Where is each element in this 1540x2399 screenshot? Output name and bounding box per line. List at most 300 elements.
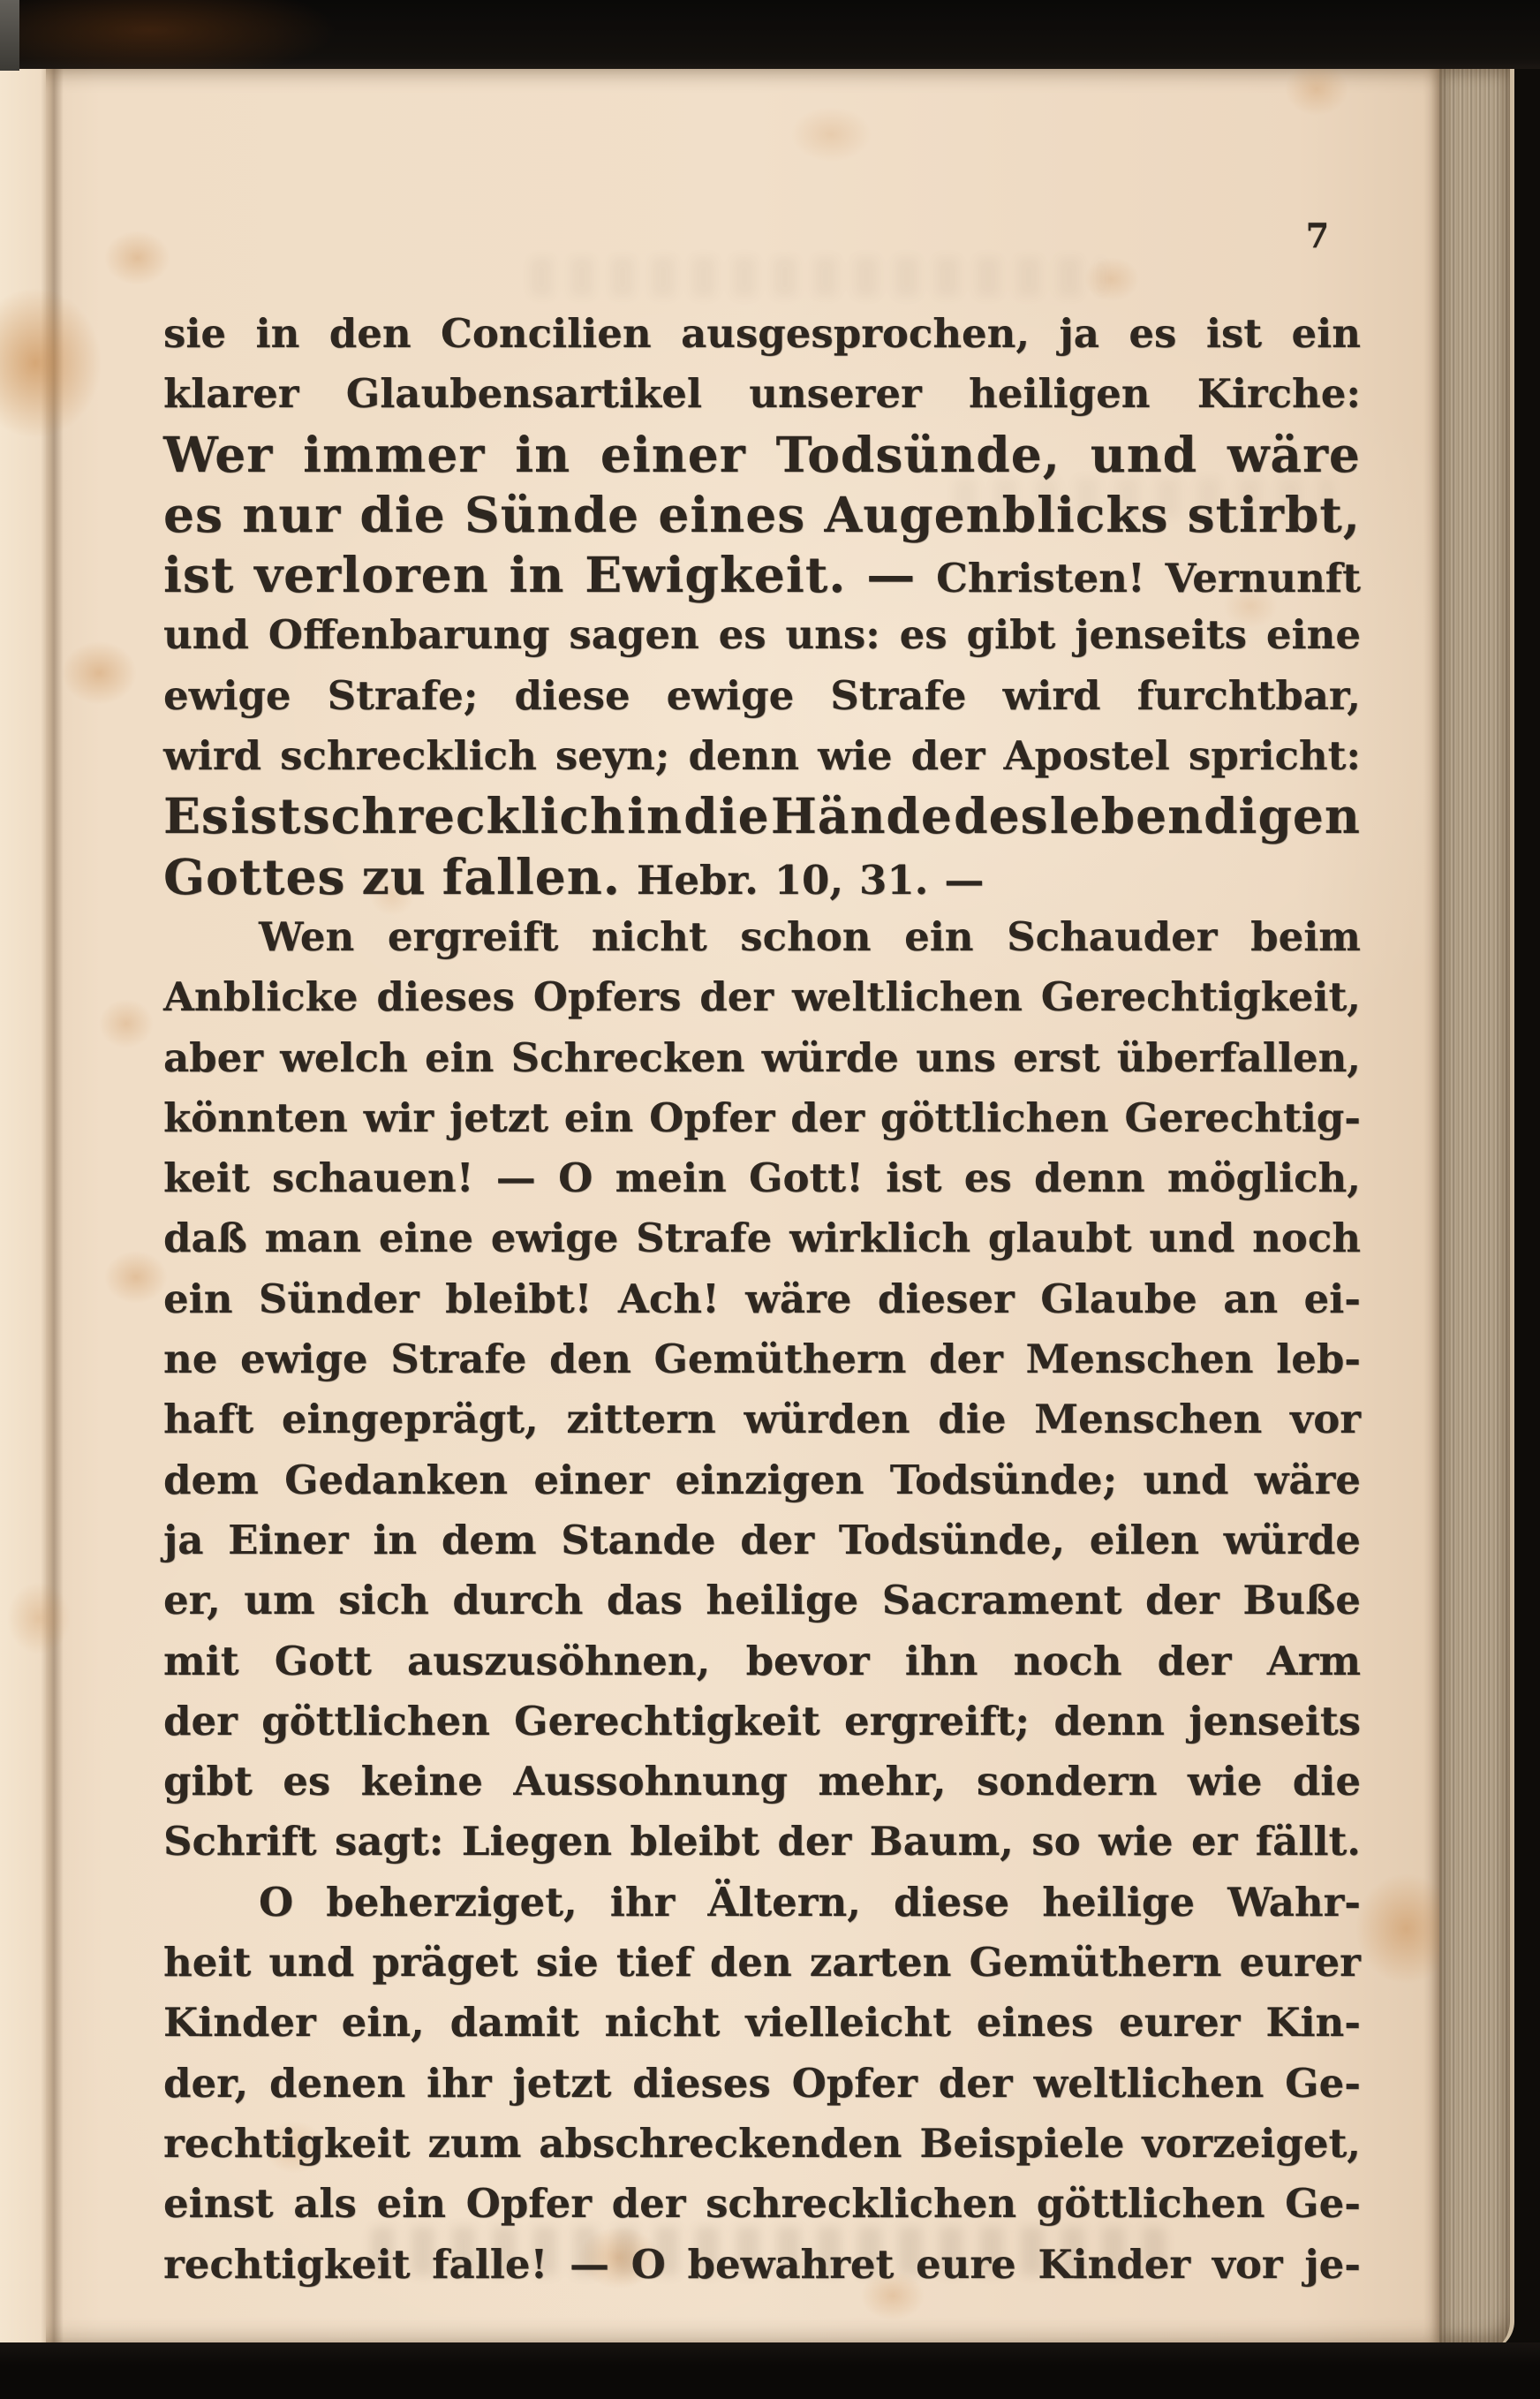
text-word: Gemüthern bbox=[653, 1336, 907, 1383]
text-word: es bbox=[963, 1154, 1012, 1202]
foxing-spot bbox=[104, 1251, 168, 1304]
foxing-spot bbox=[104, 231, 170, 285]
text-word: in bbox=[627, 787, 683, 845]
text-line bbox=[163, 1510, 1361, 1570]
text-word: Glaube bbox=[1040, 1275, 1197, 1322]
text-word: ewige bbox=[490, 1215, 619, 1262]
text-word: in bbox=[255, 310, 300, 357]
text-word: Concilien bbox=[441, 310, 652, 357]
text-line bbox=[163, 1269, 1361, 1329]
text-word: rechtigkeit bbox=[163, 2119, 411, 2167]
text-word: Ge- bbox=[1285, 2059, 1361, 2107]
text-word: schrecklich bbox=[280, 732, 537, 780]
text-word: der bbox=[1144, 1577, 1219, 1624]
text-line bbox=[163, 1812, 1361, 1872]
text-word: ausgesprochen, bbox=[681, 310, 1030, 357]
text-word: es bbox=[1129, 310, 1177, 357]
text-word: vorzeiget, bbox=[1142, 2119, 1361, 2167]
text-word: ist bbox=[886, 1154, 942, 1202]
text-word: Ge- bbox=[1285, 2180, 1361, 2228]
text-word: fällt. bbox=[1255, 1818, 1361, 1865]
text-word: zum bbox=[427, 2119, 522, 2167]
text-word: möglich, bbox=[1166, 1154, 1361, 1202]
text-word: bewahret bbox=[687, 2240, 895, 2288]
text-word: haft bbox=[163, 1396, 254, 1443]
text-word: lebendigen bbox=[1049, 787, 1361, 845]
text-word: — bbox=[569, 2240, 609, 2288]
text-word: Wahr- bbox=[1227, 1878, 1361, 1926]
text-line bbox=[163, 666, 1361, 726]
text-word: er bbox=[1191, 1818, 1238, 1865]
text-word: so bbox=[1031, 1818, 1081, 1865]
text-word: um bbox=[244, 1577, 315, 1624]
text-line bbox=[163, 1148, 1361, 1208]
text-word: göttlichen bbox=[879, 1094, 1109, 1141]
text-line bbox=[163, 1993, 1361, 2053]
text-word: uns bbox=[916, 1033, 996, 1081]
text-line bbox=[163, 2174, 1361, 2234]
text-line bbox=[163, 425, 1361, 485]
text-word: den bbox=[548, 1336, 631, 1383]
text-word: zittern bbox=[566, 1396, 716, 1443]
text-word: Schauder bbox=[1007, 912, 1218, 960]
text-word: fallen. bbox=[442, 847, 621, 905]
text-word: noch bbox=[1252, 1215, 1361, 1262]
text-word: falle! bbox=[432, 2240, 548, 2288]
text-line bbox=[163, 786, 1361, 846]
text-word: Sünder bbox=[258, 1275, 419, 1322]
text-word: als bbox=[293, 2180, 357, 2228]
text-word: Aussohnung bbox=[513, 1758, 788, 1805]
text-word: heilige bbox=[706, 1577, 859, 1624]
text-word: Es bbox=[163, 787, 230, 845]
text-word: eingeprägt, bbox=[281, 1396, 539, 1443]
text-word: furchtbar, bbox=[1136, 671, 1361, 719]
text-word: der bbox=[790, 1094, 865, 1141]
text-word: 10, bbox=[774, 856, 844, 904]
text-word: Todsünde, bbox=[838, 1516, 1066, 1563]
text-word: schrecklich bbox=[302, 787, 626, 845]
text-word: die bbox=[1292, 1758, 1361, 1805]
text-word: Todsünde, bbox=[775, 425, 1061, 483]
text-word: Augenblicks bbox=[824, 485, 1169, 543]
text-word: sondern bbox=[976, 1758, 1158, 1805]
text-word: bleibt! bbox=[445, 1275, 593, 1322]
text-word: bevor bbox=[745, 1637, 870, 1684]
page-gutter-highlight bbox=[0, 67, 46, 2346]
text-word: das bbox=[606, 1577, 683, 1624]
text-line bbox=[163, 1873, 1361, 1933]
text-word: Gemüthern bbox=[969, 1939, 1222, 1987]
text-word: weltlichen bbox=[1033, 2059, 1264, 2107]
text-word: präget bbox=[372, 1939, 518, 1987]
text-word: Liegen bbox=[461, 1818, 612, 1865]
text-line bbox=[163, 726, 1361, 786]
text-word: jetzt bbox=[512, 2059, 612, 2107]
text-word: heit bbox=[163, 1939, 252, 1987]
text-word: aber bbox=[163, 1033, 263, 1081]
text-word: würde bbox=[1223, 1516, 1361, 1563]
text-line bbox=[163, 485, 1361, 545]
text-word: bleibt bbox=[630, 1818, 759, 1865]
text-word: einst bbox=[163, 2180, 274, 2228]
text-word: eurer bbox=[1119, 1999, 1241, 2047]
text-word: — bbox=[495, 1154, 536, 1202]
text-word: eurer bbox=[1239, 1939, 1361, 1987]
text-word: diese bbox=[894, 1878, 1010, 1926]
text-word: Gedanken bbox=[284, 1456, 509, 1503]
text-word: der bbox=[611, 2180, 686, 2228]
text-word: einzigen bbox=[675, 1456, 864, 1503]
text-line bbox=[163, 2114, 1361, 2174]
photo-background-top bbox=[0, 0, 1540, 69]
page-gutter-fold-shadow bbox=[41, 67, 64, 2346]
text-word: Strafe; bbox=[327, 671, 479, 719]
text-word: jenseits bbox=[1075, 611, 1248, 659]
text-word: den bbox=[709, 1939, 792, 1987]
text-word: wäre bbox=[1254, 1456, 1361, 1503]
text-word: eilen bbox=[1089, 1516, 1199, 1563]
text-word: des bbox=[954, 787, 1049, 845]
foxing-spot bbox=[790, 107, 872, 162]
text-word: ist bbox=[230, 787, 302, 845]
text-word: die bbox=[938, 1396, 1007, 1443]
text-line bbox=[163, 304, 1361, 364]
photo-background-bottom bbox=[0, 2342, 1540, 2399]
text-word: Gerechtig- bbox=[1124, 1094, 1361, 1141]
text-line bbox=[163, 545, 1361, 605]
text-word: Sünde bbox=[464, 485, 640, 543]
text-word: dieser bbox=[877, 1275, 1015, 1322]
text-word: eine bbox=[1265, 611, 1361, 659]
text-word: Wer bbox=[163, 425, 274, 483]
text-word: Opfer bbox=[649, 1094, 775, 1141]
text-word: rechtigkeit bbox=[163, 2240, 411, 2288]
text-word: ei- bbox=[1303, 1275, 1361, 1322]
text-word: Beispiele bbox=[919, 2119, 1125, 2167]
text-word: den bbox=[328, 310, 411, 357]
text-word: denn bbox=[1053, 1697, 1165, 1744]
text-line bbox=[163, 907, 1361, 967]
text-word: beherziget, bbox=[326, 1878, 578, 1926]
text-word: vor bbox=[1290, 1396, 1361, 1443]
text-word: sich bbox=[338, 1577, 429, 1624]
text-word: der bbox=[1157, 1637, 1232, 1684]
text-word: und bbox=[163, 611, 249, 659]
text-word: eine bbox=[378, 1215, 473, 1262]
text-word: Gott! bbox=[749, 1154, 864, 1202]
book-page bbox=[0, 67, 1441, 2346]
text-line bbox=[163, 1028, 1361, 1088]
book-fore-edge bbox=[1439, 62, 1514, 2351]
text-word: dieses bbox=[632, 2059, 771, 2107]
text-word: wäre bbox=[1227, 425, 1361, 483]
text-word: Kinder bbox=[1038, 2240, 1191, 2288]
text-word: unserer bbox=[749, 370, 922, 418]
text-word: Einer bbox=[228, 1516, 349, 1563]
text-word: ihn bbox=[904, 1637, 978, 1684]
text-word: Ewigkeit. bbox=[585, 546, 847, 604]
text-line bbox=[163, 1389, 1361, 1449]
text-word: vielleicht bbox=[745, 1999, 951, 2047]
text-word: der bbox=[777, 1818, 852, 1865]
text-word: Stande bbox=[561, 1516, 716, 1563]
text-word: heilige bbox=[1042, 1878, 1195, 1926]
text-word: überfallen, bbox=[1116, 1033, 1361, 1081]
text-word: Opfers bbox=[532, 973, 682, 1021]
text-line bbox=[163, 2054, 1361, 2114]
text-word: der bbox=[699, 973, 774, 1021]
text-word: der bbox=[929, 1336, 1003, 1383]
text-word: sie bbox=[535, 1939, 599, 1987]
text-word: Kin- bbox=[1265, 1999, 1361, 2047]
text-word: stirbt, bbox=[1187, 485, 1361, 543]
text-word: in bbox=[373, 1516, 418, 1563]
text-word: Strafe bbox=[636, 1215, 773, 1262]
text-word: welch bbox=[280, 1033, 408, 1081]
text-word: Sacrament bbox=[881, 1577, 1122, 1624]
text-word: ein bbox=[424, 1033, 494, 1081]
text-word: wie bbox=[1098, 1818, 1174, 1865]
text-word: ihr bbox=[427, 2059, 492, 2107]
text-word: auszusöhnen, bbox=[407, 1637, 711, 1684]
text-word: ein bbox=[376, 2180, 446, 2228]
text-word: zarten bbox=[809, 1939, 952, 1987]
text-word: ergreift; bbox=[844, 1697, 1030, 1744]
text-line bbox=[163, 1752, 1361, 1812]
text-word: spricht: bbox=[1188, 732, 1361, 780]
text-word: Glaubensartikel bbox=[345, 370, 702, 418]
text-word: ja bbox=[1059, 310, 1099, 357]
text-word: — bbox=[944, 856, 985, 904]
text-word: er, bbox=[163, 1577, 221, 1624]
foxing-spot bbox=[99, 999, 154, 1048]
text-word: ein bbox=[563, 1094, 634, 1141]
text-word: — bbox=[866, 546, 917, 604]
text-line bbox=[163, 1329, 1361, 1389]
text-word: die bbox=[683, 787, 770, 845]
text-word: ne bbox=[163, 1336, 218, 1383]
text-word: an bbox=[1223, 1275, 1279, 1322]
text-word: jenseits bbox=[1189, 1697, 1361, 1744]
text-word: göttlichen bbox=[261, 1697, 490, 1744]
text-word: beim bbox=[1250, 912, 1361, 960]
text-word: zu bbox=[361, 847, 427, 905]
text-word: in bbox=[515, 425, 571, 483]
text-word: eines bbox=[976, 1999, 1094, 2047]
text-word: Hände bbox=[770, 787, 953, 845]
text-word: Opfer bbox=[791, 2059, 917, 2107]
foxing-spot bbox=[1285, 63, 1348, 116]
text-word: einer bbox=[533, 1456, 650, 1503]
text-word: erst bbox=[1013, 1033, 1100, 1081]
text-word: göttlichen bbox=[1036, 2180, 1265, 2228]
text-word: damit bbox=[449, 1999, 579, 2047]
text-word: ewige bbox=[240, 1336, 368, 1383]
text-word: wird bbox=[1002, 671, 1101, 719]
text-word: wie bbox=[1187, 1758, 1263, 1805]
text-word: ergreift bbox=[387, 912, 559, 960]
text-line bbox=[163, 1631, 1361, 1691]
text-word: es bbox=[899, 611, 947, 659]
text-word: ein bbox=[163, 1275, 233, 1322]
text-word: je- bbox=[1304, 2240, 1361, 2288]
text-word: es bbox=[718, 611, 766, 659]
text-word: sagt: bbox=[335, 1818, 444, 1865]
text-word: Gott bbox=[274, 1637, 372, 1684]
text-word: O bbox=[558, 1154, 593, 1202]
text-word: Todsünde; bbox=[889, 1456, 1118, 1503]
text-word: Ältern, bbox=[707, 1878, 861, 1926]
text-word: wäre bbox=[745, 1275, 852, 1322]
text-word: schauen! bbox=[272, 1154, 474, 1202]
text-word: ein bbox=[1291, 310, 1361, 357]
text-word: nicht bbox=[591, 912, 707, 960]
text-line bbox=[163, 1088, 1361, 1148]
text-word: Opfer bbox=[465, 2180, 592, 2228]
text-word: Christen! bbox=[936, 555, 1145, 602]
text-word: der, bbox=[163, 2059, 249, 2107]
text-word: wirklich bbox=[789, 1215, 971, 1262]
text-line bbox=[163, 364, 1361, 424]
foxing-spot bbox=[1084, 257, 1139, 301]
text-word: glaubt bbox=[987, 1215, 1132, 1262]
text-word: Anblicke bbox=[163, 973, 359, 1021]
text-word: 31. bbox=[859, 856, 929, 904]
text-word: Wen bbox=[259, 912, 355, 960]
text-word: Hebr. bbox=[636, 856, 759, 904]
text-word: sagen bbox=[569, 611, 699, 659]
text-word: uns: bbox=[785, 611, 880, 659]
text-word: schon bbox=[740, 912, 872, 960]
text-word: durch bbox=[452, 1577, 584, 1624]
text-word: Strafe bbox=[830, 671, 967, 719]
text-word: vor bbox=[1212, 2240, 1283, 2288]
text-line bbox=[163, 1933, 1361, 1993]
text-word: wird bbox=[163, 732, 262, 780]
text-word: man bbox=[264, 1215, 362, 1262]
text-word: O bbox=[259, 1878, 294, 1926]
text-word: ein bbox=[904, 912, 974, 960]
text-word: ja bbox=[163, 1516, 204, 1563]
text-word: noch bbox=[1013, 1637, 1122, 1684]
text-word: mein bbox=[615, 1154, 727, 1202]
text-word: der bbox=[910, 732, 985, 780]
text-word: ewige bbox=[163, 671, 291, 719]
text-word: leb- bbox=[1276, 1336, 1361, 1383]
text-word: gibt bbox=[163, 1758, 253, 1805]
text-word: dieses bbox=[376, 973, 515, 1021]
text-line bbox=[163, 1208, 1361, 1268]
text-word: Menschen bbox=[1034, 1396, 1263, 1443]
text-word: ewige bbox=[666, 671, 795, 719]
text-word: denen bbox=[269, 2059, 406, 2107]
text-line bbox=[163, 847, 1361, 907]
text-word: es bbox=[283, 1758, 331, 1805]
text-word: seyn; bbox=[555, 732, 670, 780]
text-word: Gerechtigkeit bbox=[514, 1697, 820, 1744]
text-word: mit bbox=[163, 1637, 239, 1684]
text-word: Schrift bbox=[163, 1818, 317, 1865]
text-word: daß bbox=[163, 1215, 247, 1262]
text-word: mehr, bbox=[818, 1758, 947, 1805]
text-word: heiligen bbox=[968, 370, 1151, 418]
showthrough-text-ghost bbox=[530, 257, 1104, 297]
text-word: verloren bbox=[254, 546, 489, 604]
text-word: Offenbarung bbox=[268, 611, 550, 659]
text-word: klarer bbox=[163, 370, 299, 418]
text-word: ein, bbox=[341, 1999, 425, 2047]
text-word: gibt bbox=[966, 611, 1056, 659]
text-word: dem bbox=[441, 1516, 537, 1563]
text-word: keine bbox=[360, 1758, 483, 1805]
text-word: der bbox=[163, 1697, 238, 1744]
text-word: Schrecken bbox=[510, 1033, 745, 1081]
text-word: und bbox=[1149, 1215, 1235, 1262]
text-word: diese bbox=[514, 671, 630, 719]
text-word: nur bbox=[242, 485, 342, 543]
text-word: ist bbox=[163, 546, 235, 604]
text-word: ist bbox=[1205, 310, 1263, 357]
text-word: würde bbox=[761, 1033, 899, 1081]
text-line bbox=[163, 1450, 1361, 1510]
text-word: Ach! bbox=[617, 1275, 720, 1322]
text-word: eure bbox=[916, 2240, 1016, 2288]
text-word: in bbox=[509, 546, 565, 604]
text-word: Buße bbox=[1242, 1577, 1361, 1624]
text-word: Strafe bbox=[390, 1336, 527, 1383]
text-line bbox=[163, 967, 1361, 1027]
text-word: wie bbox=[818, 732, 893, 780]
text-word: es bbox=[163, 485, 223, 543]
text-word: weltlichen bbox=[791, 973, 1023, 1021]
text-word: würden bbox=[744, 1396, 910, 1443]
text-line bbox=[163, 2235, 1361, 2295]
text-word: Kinder bbox=[163, 1999, 316, 2047]
text-word: Kirche: bbox=[1197, 370, 1361, 418]
text-word: könnten bbox=[163, 1094, 348, 1141]
text-word: Arm bbox=[1266, 1637, 1361, 1684]
text-word: keit bbox=[163, 1154, 250, 1202]
text-word: Gottes bbox=[163, 847, 346, 905]
text-word: jetzt bbox=[449, 1094, 548, 1141]
text-word: sie bbox=[163, 310, 227, 357]
text-word: Gerechtigkeit, bbox=[1040, 973, 1361, 1021]
text-word: abschreckenden bbox=[539, 2119, 902, 2167]
text-word: schrecklichen bbox=[706, 2180, 1017, 2228]
text-word: dem bbox=[163, 1456, 259, 1503]
text-word: denn bbox=[688, 732, 799, 780]
page-number: 7 bbox=[1305, 216, 1330, 255]
text-line bbox=[163, 1570, 1361, 1631]
text-word: Apostel bbox=[1003, 732, 1170, 780]
text-word: wir bbox=[363, 1094, 434, 1141]
text-word: und bbox=[268, 1939, 355, 1987]
text-word: eines bbox=[658, 485, 806, 543]
text-word: O bbox=[630, 2240, 666, 2288]
text-word: Baum, bbox=[869, 1818, 1014, 1865]
text-line bbox=[163, 1691, 1361, 1752]
text-word: der bbox=[740, 1516, 815, 1563]
text-word: nicht bbox=[604, 1999, 721, 2047]
text-word: immer bbox=[303, 425, 486, 483]
text-word: ihr bbox=[609, 1878, 676, 1926]
text-line bbox=[163, 605, 1361, 665]
text-block bbox=[163, 304, 1361, 2295]
text-word: Menschen bbox=[1025, 1336, 1254, 1383]
text-word: und bbox=[1143, 1456, 1229, 1503]
text-word: denn bbox=[1034, 1154, 1145, 1202]
